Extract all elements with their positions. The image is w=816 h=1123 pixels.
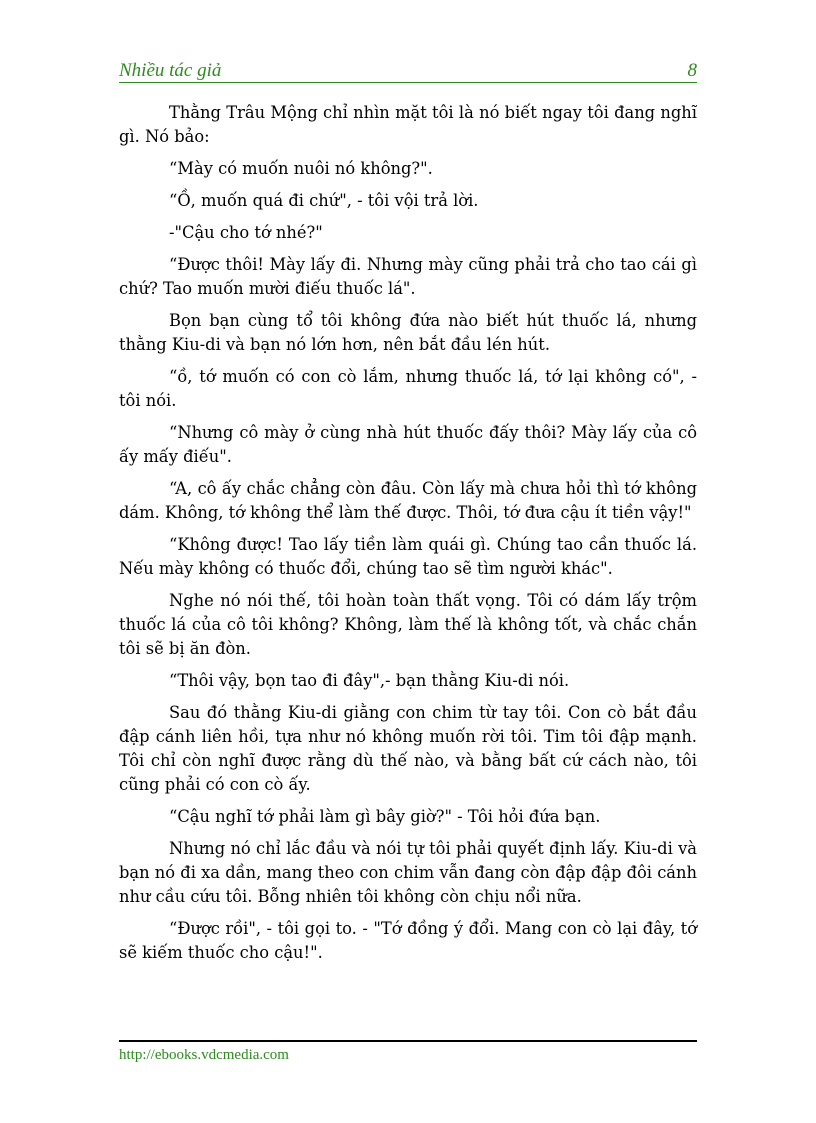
paragraph: “Mày có muốn nuôi nó không?". [169, 159, 433, 178]
paragraph: -"Cậu cho tớ nhé?" [169, 223, 323, 242]
story-body [119, 101, 697, 973]
paragraph: Bọn bạn cùng tổ tôi không đứa nào biết hút thuốc lá, nhưng thằng Kiu-di và bạn nó lớn hơn, nên bắt đầu lén hút. [119, 311, 697, 354]
paragraph: “Thôi vậy, bọn tao đi đây",- bạn thằng Kiu-di nói. [169, 671, 570, 690]
paragraph: Sau đó thằng Kiu-di giằng con chim từ tay tôi. Con cò bắt đầu đập cánh liên hồi, tựa như nó không muốn rời tôi. Tim tôi đập mạnh. Tôi chỉ còn nghĩ được rằng dù thế nào, và bằng bất cứ cách nào, tôi cũng phải có con cò ấy. [119, 703, 697, 794]
header-author: Nhiều tác giả [119, 60, 222, 81]
paragraph: “ồ, tớ muốn có con cò lắm, nhưng thuốc lá, tớ lại không có", - tôi nói. [119, 367, 697, 410]
paragraph: Thằng Trâu Mộng chỉ nhìn mặt tôi là nó biết ngay tôi đang nghĩ gì. Nó bảo: [119, 103, 697, 146]
paragraph: Nhưng nó chỉ lắc đầu và nói tự tôi phải quyết định lấy. Kiu-di và bạn nó đi xa dần, mang theo con chim vẫn đang còn đập đập đôi cánh như cầu cứu tôi. Bỗng nhiên tôi không còn chịu nổi nữa. [119, 839, 697, 906]
footer-url[interactable]: http://ebooks.vdcmedia.com [119, 1047, 289, 1063]
paragraph: “Được thôi! Mày lấy đi. Nhưng mày cũng phải trả cho tao cái gì chứ? Tao muốn mười điếu thuốc lá". [119, 255, 697, 298]
page-number: 8 [687, 60, 697, 81]
paragraph: “A, cô ấy chắc chẳng còn đâu. Còn lấy mà chưa hỏi thì tớ không dám. Không, tớ không thể làm thế được. Thôi, tớ đưa cậu ít tiền vậy!" [119, 479, 697, 522]
paragraph: “Ồ, muốn quá đi chứ", - tôi vội trả lời. [169, 191, 479, 210]
page-header [119, 60, 697, 83]
paragraph: “Được rồi", - tôi gọi to. - "Tớ đồng ý đổi. Mang con cò lại đây, tớ sẽ kiếm thuốc cho cậu!". [119, 919, 697, 962]
paragraph: “Nhưng cô mày ở cùng nhà hút thuốc đấy thôi? Mày lấy của cô ấy mấy điếu". [119, 423, 697, 466]
paragraph: Nghe nó nói thế, tôi hoàn toàn thất vọng. Tôi có dám lấy trộm thuốc lá của cô tôi không? Không, làm thế là không tốt, và chắc chắn tôi sẽ bị ăn đòn. [119, 591, 697, 658]
footer-divider [119, 1040, 697, 1042]
paragraph: “Cậu nghĩ tớ phải làm gì bây giờ?" - Tôi hỏi đứa bạn. [169, 807, 601, 826]
paragraph: “Không được! Tao lấy tiền làm quái gì. Chúng tao cần thuốc lá. Nếu mày không có thuốc đổi, chúng tao sẽ tìm người khác". [119, 535, 697, 578]
